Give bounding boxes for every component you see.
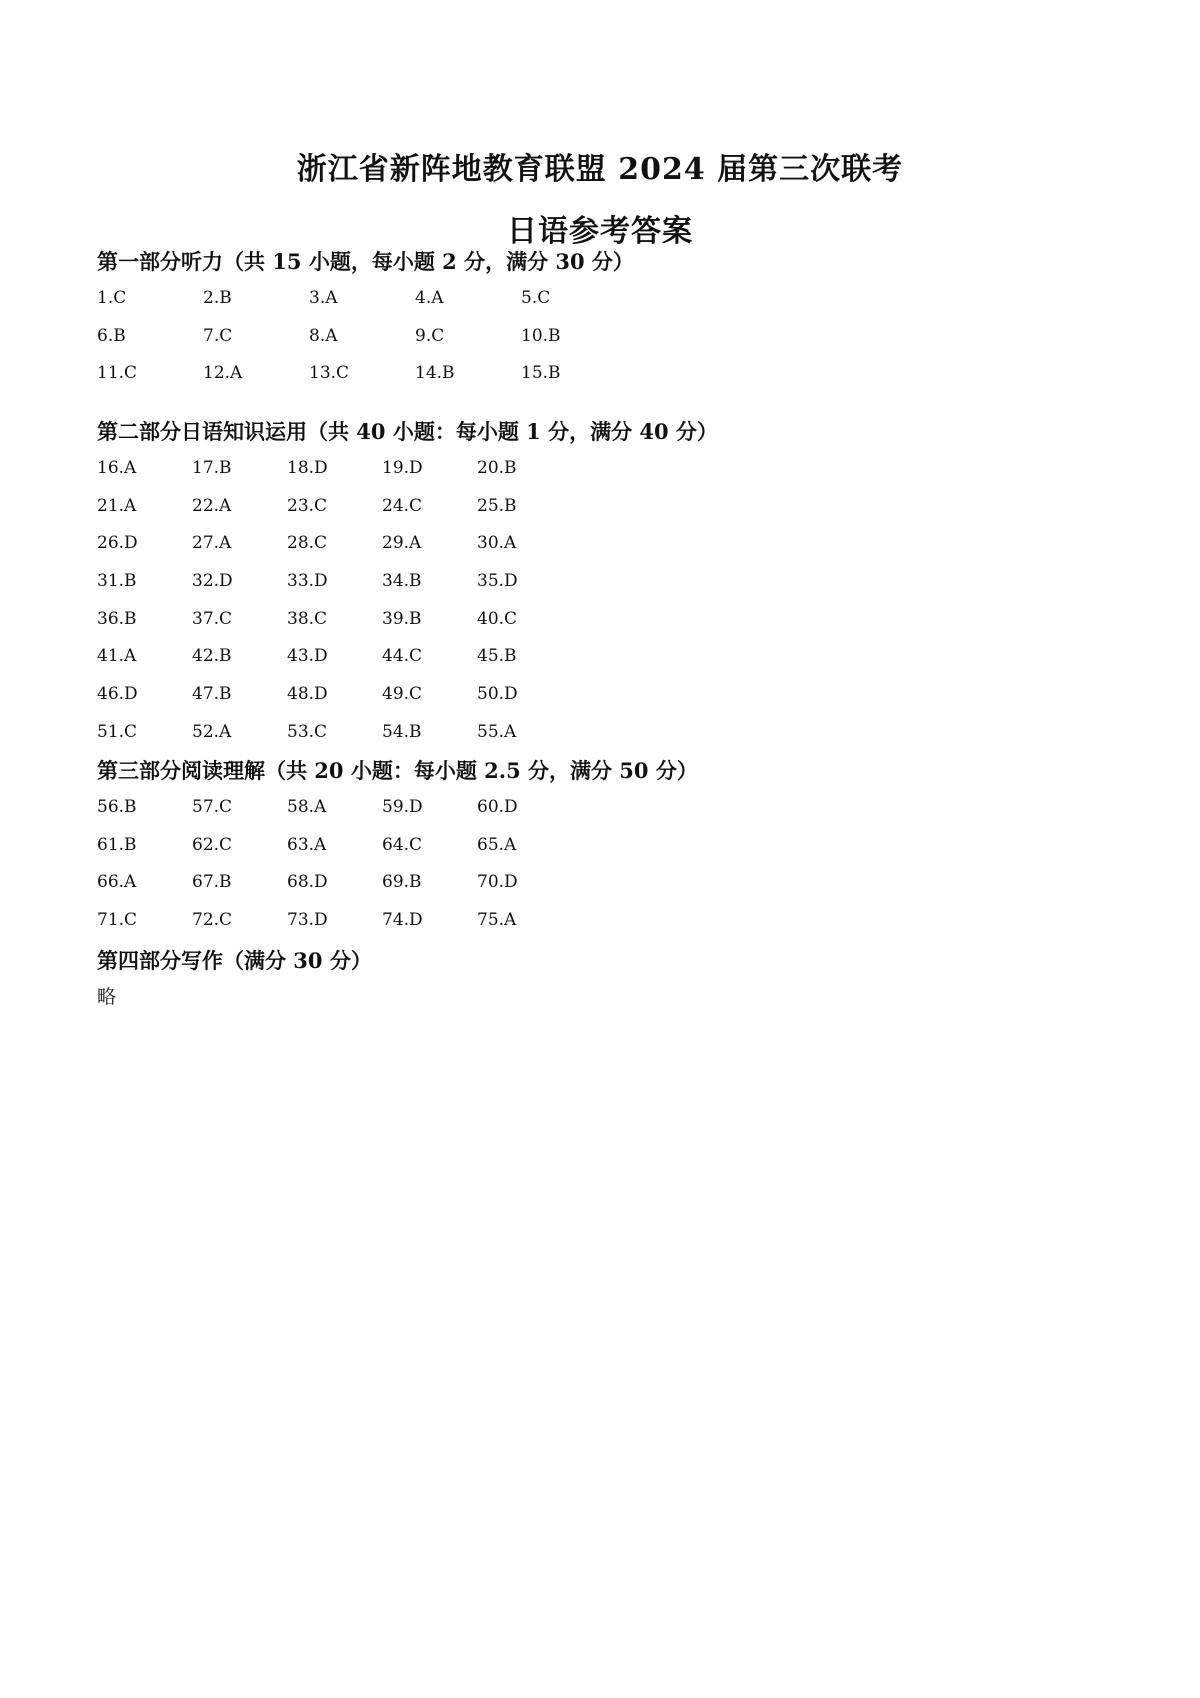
answer-row: [97, 864, 1097, 902]
answer-item: 20.B: [477, 458, 517, 478]
answer-item: 4.A: [415, 288, 444, 308]
answer-item: 73.D: [287, 910, 328, 931]
answer-item: 14.B: [415, 363, 455, 384]
answer-item: 10.B: [521, 325, 561, 346]
answer-item: 42.B: [192, 646, 232, 667]
document-subtitle: 日语参考答案: [507, 214, 693, 249]
answer-item: 2.B: [203, 288, 232, 308]
answer-item: 69.B: [382, 872, 422, 893]
answer-item: 58.A: [287, 797, 327, 817]
answer-row: [97, 902, 1097, 940]
document-title: 浙江省新阵地教育联盟 2024 届第三次联考: [296, 152, 904, 187]
answer-row: [97, 450, 1097, 488]
answer-item: 29.A: [382, 533, 422, 554]
answer-item: 57.C: [192, 797, 233, 817]
answer-item: 21.A: [97, 495, 137, 516]
answer-item: 8.A: [309, 325, 338, 346]
answer-item: 65.A: [477, 834, 517, 855]
section-heading: 第三部分阅读理解（共 20 小题：每小题 2.5 分，满分 50 分）: [97, 758, 698, 783]
answer-item: 11.C: [97, 363, 138, 384]
answer-item: 51.C: [97, 721, 138, 742]
answer-item: 64.C: [382, 834, 423, 855]
answer-item: 62.C: [192, 834, 233, 855]
answer-item: 5.C: [521, 288, 551, 308]
answer-item: 60.D: [477, 797, 518, 817]
section-reading: [97, 752, 1097, 940]
answer-item: 54.B: [382, 721, 422, 742]
answer-item: 50.D: [477, 684, 518, 705]
answer-item: 28.C: [287, 533, 328, 554]
answer-item: 12.A: [203, 363, 243, 384]
answer-item: 67.B: [192, 872, 232, 893]
answer-item: 30.A: [477, 533, 517, 554]
answer-item: 15.B: [521, 363, 561, 384]
answer-item: 46.D: [97, 684, 138, 705]
answer-row: [97, 525, 1097, 563]
answer-row: [97, 714, 1097, 752]
answer-item: 41.A: [97, 646, 137, 667]
answer-item: 7.C: [203, 325, 233, 346]
answer-item: 63.A: [287, 834, 327, 855]
answer-item: 34.B: [382, 571, 422, 592]
answer-row: [97, 318, 1097, 356]
answer-row: [97, 638, 1097, 676]
section-listening: [97, 243, 1097, 393]
section-heading: 第四部分写作（满分 30 分）: [97, 948, 372, 973]
answer-row: [97, 601, 1097, 639]
answer-item: 44.C: [382, 646, 423, 667]
answer-row: [97, 827, 1097, 865]
answer-row: [97, 676, 1097, 714]
answer-item: 3.A: [309, 288, 338, 308]
answer-item: 24.C: [382, 495, 423, 516]
answer-item: 18.D: [287, 458, 328, 478]
answer-item: 43.D: [287, 646, 328, 667]
answer-item: 75.A: [477, 910, 517, 931]
answer-item: 22.A: [192, 495, 232, 516]
answer-item: 16.A: [97, 458, 137, 478]
answer-item: 68.D: [287, 872, 328, 893]
answer-item: 23.C: [287, 495, 328, 516]
answer-item: 61.B: [97, 834, 137, 855]
answer-item: 66.A: [97, 872, 137, 893]
answer-item: 6.B: [97, 325, 126, 346]
answer-item: 71.C: [97, 910, 138, 931]
answer-item: 45.B: [477, 646, 517, 667]
answer-item: 39.B: [382, 608, 422, 629]
answer-item: 47.B: [192, 684, 232, 705]
answer-item: 27.A: [192, 533, 232, 554]
answer-item: 32.D: [192, 571, 233, 592]
answer-item: 53.C: [287, 721, 328, 742]
answer-item: 74.D: [382, 910, 423, 931]
answer-item: 9.C: [415, 325, 445, 346]
answer-item: 33.D: [287, 571, 328, 592]
section-writing: [97, 942, 1097, 1016]
answer-item: 31.B: [97, 571, 137, 592]
answer-item: 72.C: [192, 910, 233, 931]
writing-note: 略: [97, 986, 117, 1008]
answer-row: [97, 789, 1097, 827]
section-heading: 第二部分日语知识运用（共 40 小题：每小题 1 分，满分 40 分）: [97, 419, 718, 444]
answer-item: 17.B: [192, 458, 232, 478]
section-knowledge: [97, 413, 1097, 752]
answer-item: 48.D: [287, 684, 328, 705]
answer-item: 19.D: [382, 458, 423, 478]
answer-item: 70.D: [477, 872, 518, 893]
answer-item: 13.C: [309, 363, 350, 384]
answer-item: 1.C: [97, 288, 127, 308]
answer-row: [97, 355, 1097, 393]
answer-item: 26.D: [97, 533, 138, 554]
answer-item: 25.B: [477, 495, 517, 516]
answer-item: 35.D: [477, 571, 518, 592]
answer-item: 36.B: [97, 608, 137, 629]
answer-item: 40.C: [477, 608, 518, 629]
answer-row: [97, 488, 1097, 526]
answer-item: 59.D: [382, 797, 423, 817]
answer-row: [97, 563, 1097, 601]
answer-item: 56.B: [97, 797, 137, 817]
answer-item: 38.C: [287, 608, 328, 629]
answer-item: 55.A: [477, 721, 517, 742]
section-heading: 第一部分听力（共 15 小题，每小题 2 分，满分 30 分）: [97, 249, 634, 274]
answer-item: 52.A: [192, 721, 232, 742]
answer-row: [97, 280, 1097, 318]
answer-item: 49.C: [382, 684, 423, 705]
answer-item: 37.C: [192, 608, 233, 629]
